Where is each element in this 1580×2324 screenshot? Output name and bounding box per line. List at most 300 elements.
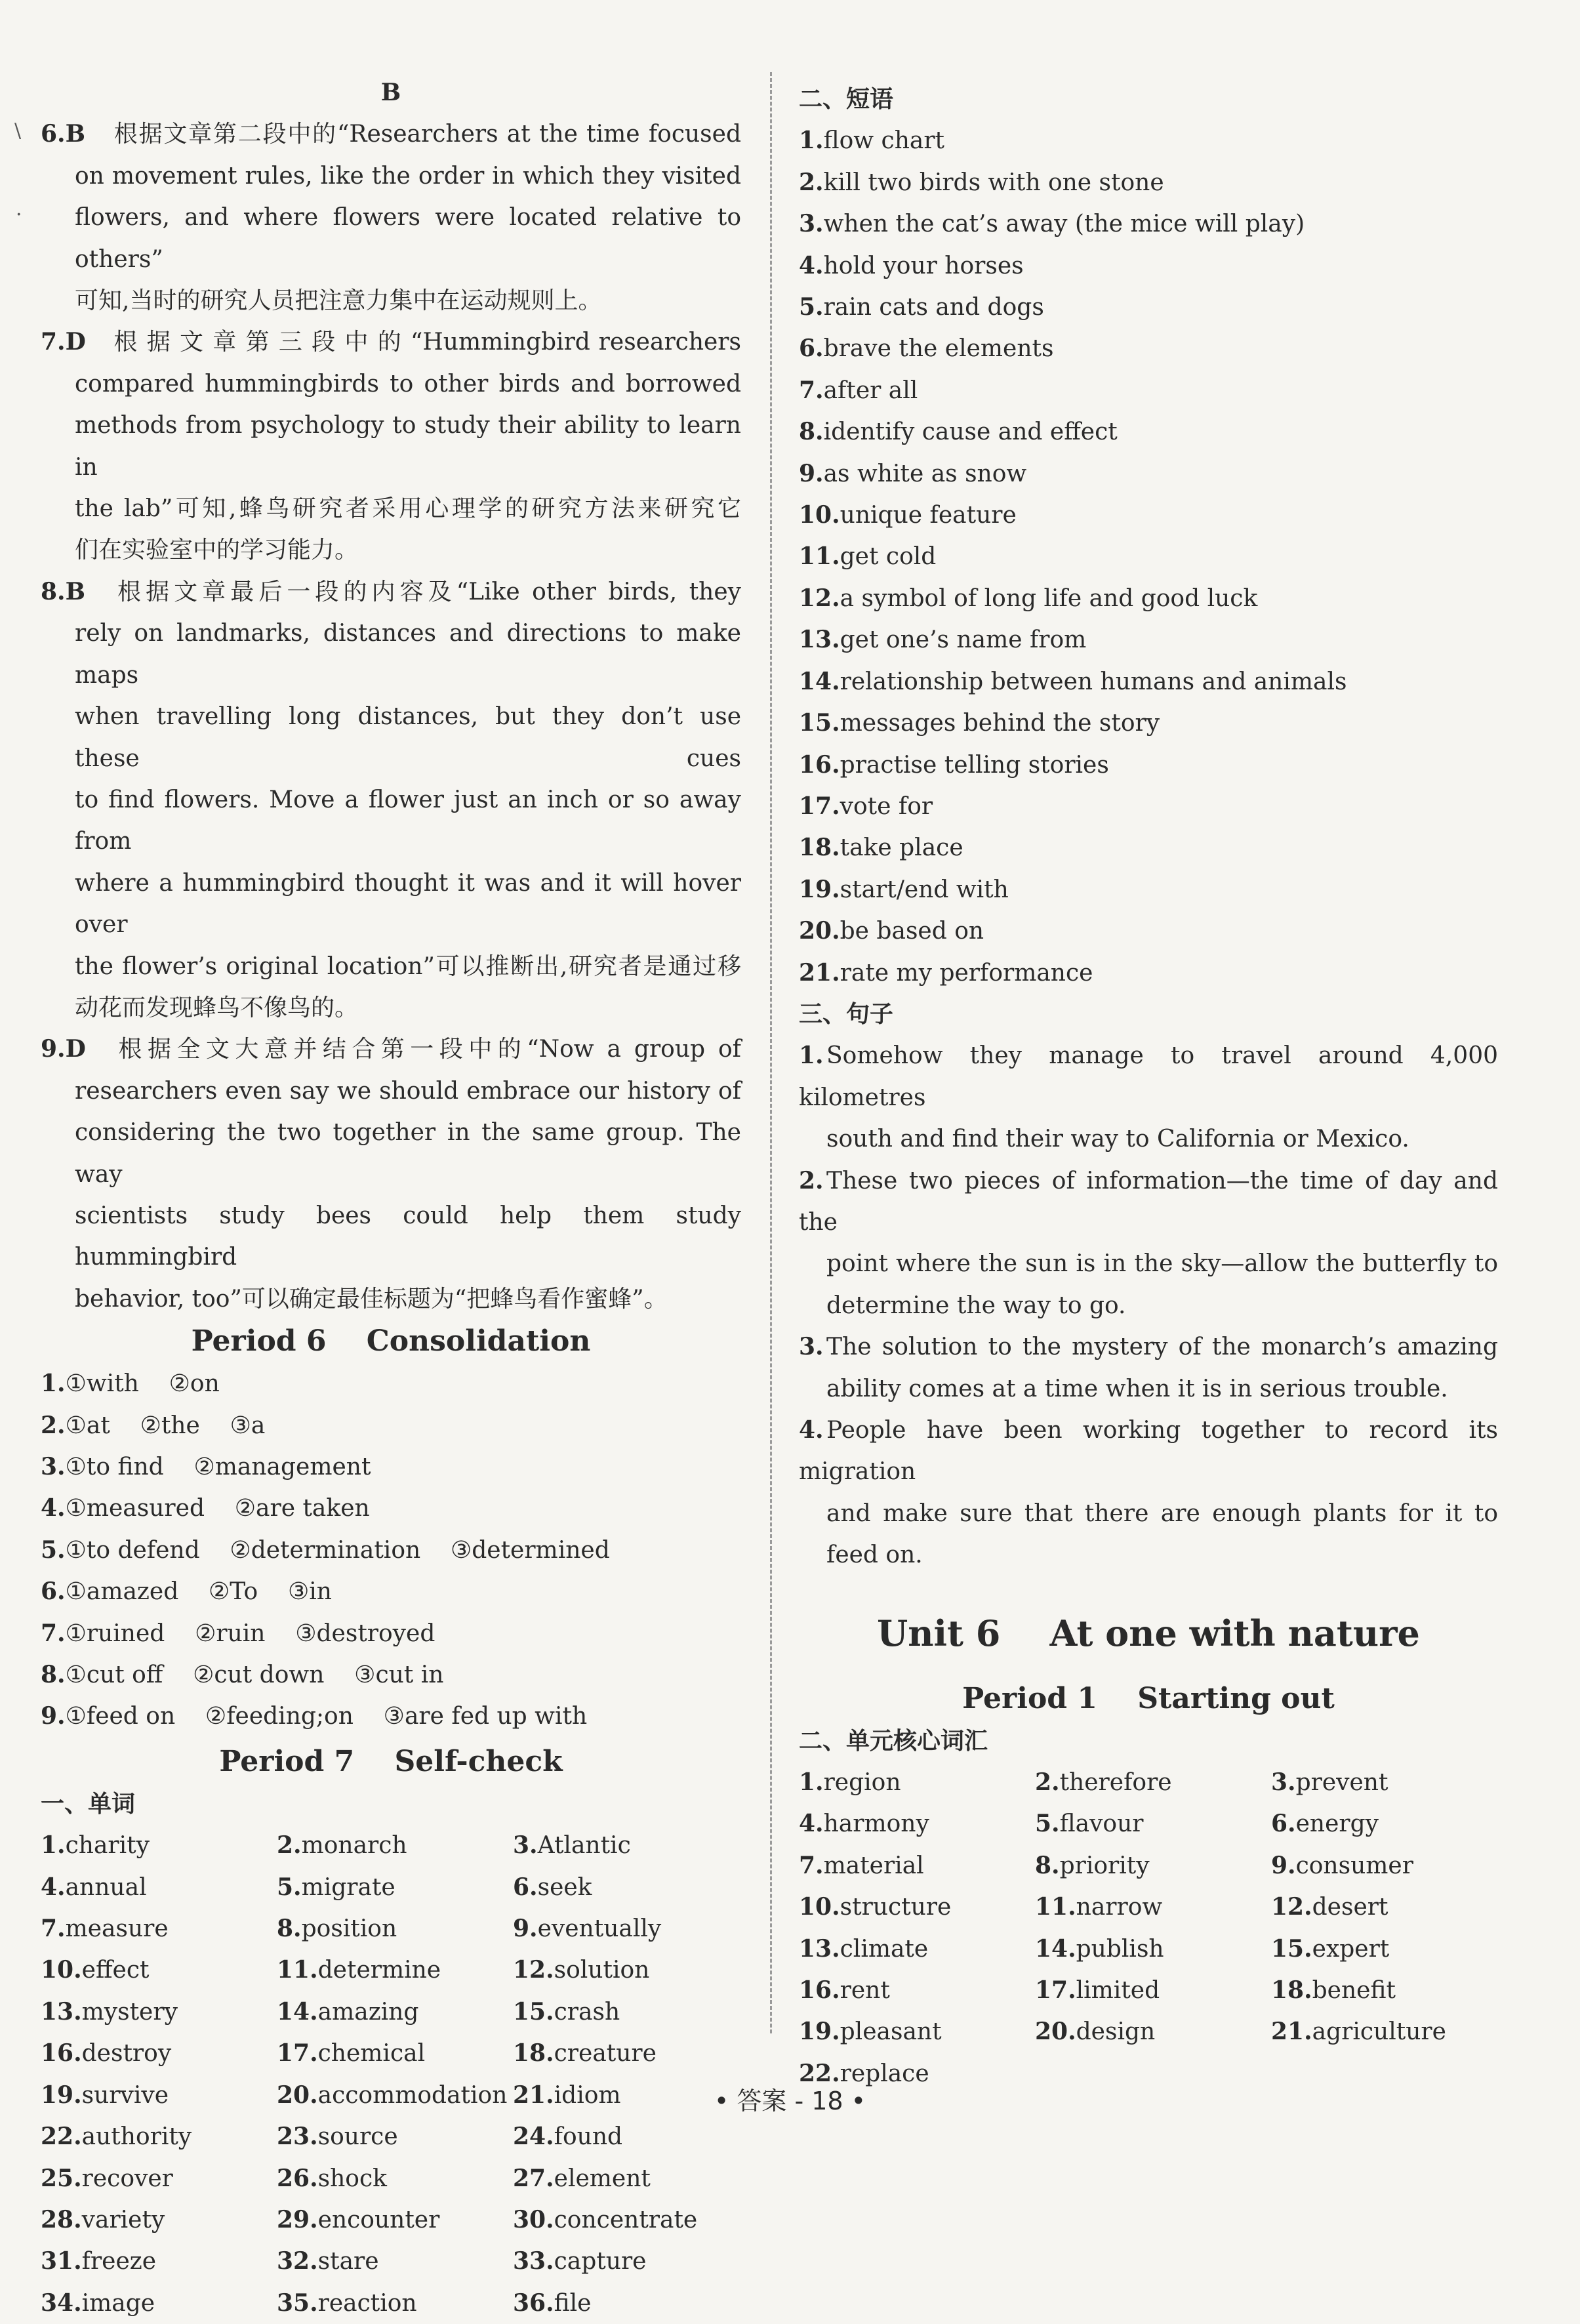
period6-title: Period 6 Consolidation xyxy=(191,1324,591,1358)
vocab-word: harmony xyxy=(823,1810,929,1838)
vocab-number: 35. xyxy=(277,2289,318,2317)
phrase-item xyxy=(799,370,1498,411)
item-text: ①feed on ②feeding;on ③are fed up with xyxy=(65,1703,588,1730)
vocab-word: agriculture xyxy=(1312,2018,1446,2046)
phrase-text: hold your horses xyxy=(823,252,1024,279)
vocab-number: 32. xyxy=(277,2247,318,2275)
vocab-number: 12. xyxy=(1271,1893,1312,1921)
left-column xyxy=(41,72,741,2324)
phrase-text: get one’s name from xyxy=(840,626,1087,654)
vocab-word: replace xyxy=(840,2060,929,2087)
sentence-line xyxy=(799,1410,1498,1493)
vocab-item xyxy=(1035,1803,1271,1845)
sentence-text: These two pieces of information—the time of day and the xyxy=(799,1167,1498,1236)
item-number: 3. xyxy=(41,1453,66,1480)
sentence-line xyxy=(799,1243,1498,1284)
vocab-number: 19. xyxy=(799,2018,840,2046)
vocab-item xyxy=(277,2241,513,2282)
vocab-number: 18. xyxy=(513,2039,554,2068)
vocab-word: design xyxy=(1076,2018,1156,2046)
answer-9 xyxy=(41,1029,741,1320)
item-text: ①to find ②management xyxy=(65,1454,371,1480)
item-number: 5. xyxy=(41,1536,66,1564)
phrase-item xyxy=(799,952,1498,994)
vocab-item xyxy=(1271,1886,1468,1928)
phrase-number: 16. xyxy=(799,750,840,779)
item-number: 1. xyxy=(41,1370,66,1398)
sentence-text: ability comes at a time when it is in serious trouble. xyxy=(826,1375,1448,1402)
answer-line xyxy=(41,1029,741,1070)
vocab-word: charity xyxy=(65,1832,150,1860)
consolidation-item xyxy=(41,1446,741,1488)
vocab-number: 21. xyxy=(513,2081,554,2109)
vocab-item xyxy=(277,1908,513,1949)
sentence-text: The solution to the mystery of the monarch’s amazing xyxy=(826,1334,1498,1361)
phrase-text: vote for xyxy=(840,792,933,820)
item-number: 2. xyxy=(41,1411,66,1439)
sentence-number: 4. xyxy=(799,1416,824,1444)
item-number: 4. xyxy=(41,1494,66,1522)
vocab-number: 5. xyxy=(1035,1810,1060,1838)
vocab-number: 16. xyxy=(799,1976,840,2005)
margin-mark: \ xyxy=(14,119,22,142)
vocab-word: element xyxy=(554,2165,651,2192)
phrase-item xyxy=(799,744,1498,786)
vocab-item xyxy=(41,2241,277,2282)
vocab-number: 3. xyxy=(1271,1768,1296,1797)
sentences-list xyxy=(799,1035,1498,1576)
vocab-item xyxy=(799,1803,1035,1845)
answer-text: 根据文章最后一段的内容及“Like other birds, they xyxy=(113,578,741,605)
sentence-number: 3. xyxy=(799,1333,824,1361)
phrase-item xyxy=(799,287,1498,328)
consolidation-item xyxy=(41,1654,741,1696)
vocab-number: 4. xyxy=(799,1810,824,1838)
answer-line xyxy=(41,321,741,363)
item-number: 6. xyxy=(41,1578,66,1606)
vocab-word: chemical xyxy=(317,2040,426,2068)
answer-line xyxy=(41,779,741,863)
vocab-word: amazing xyxy=(317,1998,419,2026)
vocab-word: priority xyxy=(1059,1852,1150,1879)
answer-6 xyxy=(41,113,741,321)
phrase-text: rate my performance xyxy=(840,959,1093,987)
vocab-item xyxy=(277,2116,513,2157)
phrase-item xyxy=(799,536,1498,577)
phrase-item xyxy=(799,453,1498,495)
phrase-text: a symbol of long life and good luck xyxy=(840,584,1258,612)
vocab-item xyxy=(513,1991,710,2033)
vocab-number: 24. xyxy=(513,2123,554,2151)
item-text: ①amazed ②To ③in xyxy=(65,1578,332,1606)
vocab-item xyxy=(799,2011,1035,2052)
sentence-line xyxy=(799,1326,1498,1368)
phrase-text: get cold xyxy=(840,543,937,571)
phrase-text: when the cat’s away (the mice will play) xyxy=(823,211,1305,238)
page-footer: • 答案 - 18 • xyxy=(714,2087,866,2115)
answer-text: 根据文章第二段中的“Researchers at the time focused xyxy=(113,121,741,148)
answer-line xyxy=(41,1112,741,1195)
phrase-number: 9. xyxy=(799,459,824,487)
answer-line xyxy=(41,696,741,779)
answer-text: flowers, and where flowers were located relative to others” xyxy=(75,204,741,273)
sentence-number: 2. xyxy=(799,1166,824,1194)
vocab-item xyxy=(513,2241,710,2282)
vocab-number: 6. xyxy=(1271,1810,1296,1838)
vocab-item xyxy=(1271,1803,1468,1845)
core-vocab-heading: 二、单元核心词汇 xyxy=(799,1727,988,1755)
vocab-word: destroy xyxy=(81,2040,172,2068)
vocab-number: 33. xyxy=(513,2247,554,2275)
answer-text: considering the two together in the same group. The way xyxy=(75,1119,741,1188)
phrase-number: 5. xyxy=(799,293,824,321)
answer-line xyxy=(41,113,741,155)
vocab-number: 8. xyxy=(277,1915,302,1943)
phrase-item xyxy=(799,203,1498,245)
phrase-text: unique feature xyxy=(840,502,1017,529)
vocab-number: 29. xyxy=(277,2205,318,2233)
vocab-item xyxy=(41,2283,277,2324)
vocab-word: shock xyxy=(317,2165,387,2192)
phrase-number: 15. xyxy=(799,709,840,737)
sentence-line xyxy=(799,1285,1498,1326)
phrase-number: 11. xyxy=(799,542,840,571)
vocab-item xyxy=(277,2283,513,2324)
phrase-item xyxy=(799,619,1498,661)
margin-dot: · xyxy=(16,203,22,226)
answer-line xyxy=(41,613,741,696)
answer-line xyxy=(41,1070,741,1112)
phrase-item xyxy=(799,578,1498,619)
item-number: 9. xyxy=(41,1702,66,1730)
sentence-line xyxy=(799,1035,1498,1118)
vocab-number: 3. xyxy=(513,1831,538,1860)
period1-title: Period 1 Starting out xyxy=(962,1681,1335,1715)
answer-text: 根 据 文 章 第 三 段 中 的 “Hummingbird researchers xyxy=(113,329,741,356)
phrase-number: 6. xyxy=(799,335,824,363)
vocab-item xyxy=(513,2158,710,2199)
phrase-number: 13. xyxy=(799,626,840,654)
vocab-number: 26. xyxy=(277,2164,318,2192)
phrase-number: 21. xyxy=(799,958,840,987)
answer-text: compared hummingbirds to other birds and borrowed xyxy=(75,370,741,398)
vocab-number: 10. xyxy=(799,1893,840,1921)
vocab-word: consumer xyxy=(1295,1852,1413,1879)
answer-text: rely on landmarks, distances and directions to make maps xyxy=(75,620,741,689)
right-column xyxy=(799,79,1498,2094)
vocab-item xyxy=(277,2033,513,2074)
vocab-word: recover xyxy=(81,2165,173,2192)
phrase-text: messages behind the story xyxy=(840,710,1160,737)
vocab-number: 11. xyxy=(1035,1893,1076,1921)
vocab-word: capture xyxy=(554,2248,647,2275)
sentence-line xyxy=(799,1368,1498,1410)
vocab-number: 18. xyxy=(1271,1976,1312,2005)
vocab-item xyxy=(1035,2011,1271,2052)
item-text: ①measured ②are taken xyxy=(65,1495,370,1522)
vocab-item xyxy=(41,1908,277,1949)
phrase-number: 10. xyxy=(799,501,840,529)
vocab-item xyxy=(41,1825,277,1866)
answer-text: scientists study bees could help them study hummingbird xyxy=(75,1202,741,1271)
answer-text: the flower’s original location”可以推断出,研究者是通过移 xyxy=(75,952,741,980)
vocab-word: structure xyxy=(840,1894,952,1921)
answer-line xyxy=(41,863,741,946)
answer-line xyxy=(41,363,741,405)
words-grid xyxy=(41,1825,741,2324)
vocab-word: benefit xyxy=(1312,1977,1396,2005)
consolidation-item xyxy=(41,1613,741,1654)
phrase-text: after all xyxy=(823,377,918,404)
vocab-number: 28. xyxy=(41,2205,82,2233)
answer-text: where a hummingbird thought it was and it will hover over xyxy=(75,869,741,939)
vocab-number: 15. xyxy=(513,1997,554,2026)
consolidation-item xyxy=(41,1571,741,1612)
vocab-item xyxy=(41,2158,277,2199)
vocab-word: reaction xyxy=(317,2289,417,2317)
vocab-item xyxy=(1035,1928,1271,1970)
phrase-number: 1. xyxy=(799,127,824,155)
vocab-word: position xyxy=(301,1915,397,1943)
consolidation-item xyxy=(41,1696,741,1737)
vocab-item xyxy=(799,1762,1035,1803)
sentence-number: 1. xyxy=(799,1042,824,1070)
sentence-text: Somehow they manage to travel around 4,000 kilometres xyxy=(799,1042,1498,1111)
answer-text: 们在实验室中的学习能力。 xyxy=(75,537,359,564)
vocab-item xyxy=(513,1949,710,1991)
answer-number: 6.B xyxy=(41,120,86,148)
answer-line xyxy=(41,197,741,280)
core-vocab-grid xyxy=(799,1762,1498,2094)
vocab-word: prevent xyxy=(1295,1769,1388,1797)
phrase-item xyxy=(799,786,1498,827)
answer-text: to find flowers. Move a flower just an inch or so away from xyxy=(75,786,741,855)
phrase-number: 14. xyxy=(799,667,840,695)
vocab-number: 9. xyxy=(1271,1851,1296,1879)
phrases-heading: 二、短语 xyxy=(799,86,894,113)
vocab-number: 36. xyxy=(513,2289,554,2317)
consolidation-item xyxy=(41,1363,741,1404)
consolidation-item xyxy=(41,1488,741,1529)
answer-line xyxy=(41,987,741,1029)
vocab-item xyxy=(799,1845,1035,1886)
vocab-number: 22. xyxy=(41,2123,82,2151)
answer-line xyxy=(41,1278,741,1320)
vocab-item xyxy=(513,2116,710,2157)
vocab-item xyxy=(277,1825,513,1866)
vocab-item xyxy=(513,2033,710,2074)
vocab-item xyxy=(1271,1762,1468,1803)
phrase-text: identify cause and effect xyxy=(823,418,1118,446)
phrase-text: kill two birds with one stone xyxy=(823,169,1164,196)
vocab-word: source xyxy=(317,2123,398,2151)
vocab-word: freeze xyxy=(81,2248,157,2275)
vocab-number: 7. xyxy=(799,1851,824,1879)
vocab-word: expert xyxy=(1312,1935,1390,1963)
phrase-item xyxy=(799,120,1498,161)
vocab-number: 22. xyxy=(799,2059,840,2087)
sentence-line xyxy=(799,1160,1498,1244)
answer-text: behavior, too”可以确定最佳标题为“把蜂鸟看作蜜蜂”。 xyxy=(75,1285,668,1313)
phrases-list xyxy=(799,120,1498,994)
vocab-item xyxy=(513,2199,710,2241)
consolidation-item xyxy=(41,1405,741,1446)
vocab-word: therefore xyxy=(1059,1769,1172,1797)
answer-line xyxy=(41,405,741,488)
vocab-word: climate xyxy=(840,1935,929,1963)
item-text: ①at ②the ③a xyxy=(65,1412,266,1439)
vocab-word: desert xyxy=(1312,1894,1388,1921)
vocab-item xyxy=(799,1928,1035,1970)
answer-8 xyxy=(41,571,741,1029)
phrase-text: as white as snow xyxy=(823,460,1027,487)
vocab-number: 6. xyxy=(513,1873,538,1901)
vocab-item xyxy=(41,2199,277,2241)
column-divider xyxy=(770,72,772,2033)
vocab-word: encounter xyxy=(317,2206,440,2233)
phrase-number: 19. xyxy=(799,875,840,903)
vocab-word: effect xyxy=(81,1957,150,1984)
phrase-number: 4. xyxy=(799,251,824,279)
vocab-word: idiom xyxy=(554,2081,621,2109)
vocab-word: found xyxy=(554,2123,623,2151)
phrase-number: 7. xyxy=(799,376,824,404)
vocab-word: creature xyxy=(554,2040,657,2068)
vocab-word: authority xyxy=(81,2123,192,2151)
answer-text: methods from psychology to study their ability to learn in xyxy=(75,412,741,481)
answer-text: when travelling long distances, but they don’t use these cues xyxy=(75,703,741,772)
phrase-text: be based on xyxy=(840,918,984,945)
answer-line xyxy=(41,155,741,197)
vocab-number: 16. xyxy=(41,2039,82,2068)
vocab-word: mystery xyxy=(81,1998,178,2026)
phrase-item xyxy=(799,827,1498,868)
consolidation-item xyxy=(41,1530,741,1571)
vocab-number: 8. xyxy=(1035,1851,1060,1879)
vocab-word: file xyxy=(554,2289,592,2317)
answer-number: 9.D xyxy=(41,1035,86,1063)
sentence-text: People have been working together to record its migration xyxy=(799,1417,1498,1486)
vocab-number: 25. xyxy=(41,2164,82,2192)
sentence-text: point where the sun is in the sky—allow the butterfly to xyxy=(826,1250,1498,1278)
vocab-word: narrow xyxy=(1076,1894,1163,1921)
vocab-item xyxy=(277,1949,513,1991)
item-text: ①ruined ②ruin ③destroyed xyxy=(65,1620,436,1647)
phrase-item xyxy=(799,411,1498,453)
phrase-text: practise telling stories xyxy=(840,751,1109,779)
vocab-word: accommodation xyxy=(317,2081,508,2109)
phrase-item xyxy=(799,245,1498,287)
vocab-item xyxy=(1271,1845,1468,1886)
phrase-number: 17. xyxy=(799,792,840,820)
vocab-number: 12. xyxy=(513,1956,554,1984)
phrase-number: 18. xyxy=(799,834,840,862)
vocab-word: stare xyxy=(317,2248,379,2275)
vocab-word: Atlantic xyxy=(537,1832,631,1860)
vocab-number: 1. xyxy=(41,1831,66,1860)
sentence-text: and make sure that there are enough plants for it to xyxy=(826,1499,1498,1527)
vocab-item xyxy=(513,1867,710,1908)
phrase-item xyxy=(799,328,1498,369)
vocab-number: 11. xyxy=(277,1956,318,1984)
vocab-word: determine xyxy=(317,1957,441,1984)
phrase-item xyxy=(799,910,1498,952)
answer-text: on movement rules, like the order in which they visited xyxy=(75,162,741,190)
vocab-number: 7. xyxy=(41,1915,66,1943)
vocab-word: variety xyxy=(81,2206,165,2233)
vocab-item xyxy=(1035,1762,1271,1803)
vocab-item xyxy=(277,1991,513,2033)
vocab-item xyxy=(41,1867,277,1908)
answer-line xyxy=(41,1195,741,1278)
answer-line xyxy=(41,571,741,613)
period6-list xyxy=(41,1363,741,1738)
answer-text: 动花而发现蜂鸟不像鸟的。 xyxy=(75,994,359,1021)
answer-line xyxy=(41,529,741,571)
vocab-word: eventually xyxy=(537,1915,662,1943)
vocab-number: 21. xyxy=(1271,2018,1312,2046)
vocab-item xyxy=(41,2033,277,2074)
vocab-item xyxy=(799,1970,1035,2011)
vocab-number: 14. xyxy=(1035,1934,1076,1963)
phrase-text: brave the elements xyxy=(823,335,1054,363)
vocab-number: 17. xyxy=(1035,1976,1076,2005)
sentence-text: determine the way to go. xyxy=(826,1292,1126,1319)
vocab-number: 4. xyxy=(41,1873,66,1901)
answer-text: 可知,当时的研究人员把注意力集中在运动规则上。 xyxy=(75,287,602,315)
phrase-text: rain cats and dogs xyxy=(823,294,1044,321)
sentence-text: feed on. xyxy=(826,1541,923,1569)
vocab-item xyxy=(1035,1970,1271,2011)
item-number: 7. xyxy=(41,1619,66,1647)
sentence-text: south and find their way to California or Mexico. xyxy=(826,1126,1409,1153)
sentence-line xyxy=(799,1534,1498,1576)
vocab-word: crash xyxy=(554,1998,620,2026)
phrase-item xyxy=(799,661,1498,703)
answer-line xyxy=(41,488,741,529)
vocab-number: 31. xyxy=(41,2247,82,2275)
vocab-number: 14. xyxy=(277,1997,318,2026)
phrase-text: start/end with xyxy=(840,876,1009,903)
phrase-item xyxy=(799,495,1498,536)
section-b-heading: B xyxy=(380,79,401,106)
sentences-heading: 三、句子 xyxy=(799,1000,894,1028)
vocab-word: migrate xyxy=(301,1873,395,1901)
vocab-number: 30. xyxy=(513,2205,554,2233)
phrase-item xyxy=(799,162,1498,203)
vocab-item xyxy=(513,2283,710,2324)
vocab-word: publish xyxy=(1076,1935,1164,1963)
vocab-item xyxy=(513,1908,710,1949)
vocab-number: 10. xyxy=(41,1956,82,1984)
vocab-item xyxy=(277,2199,513,2241)
vocab-item xyxy=(41,1991,277,2033)
period7-title: Period 7 Self-check xyxy=(219,1744,563,1778)
phrase-item xyxy=(799,703,1498,744)
vocab-item xyxy=(1271,1928,1468,1970)
phrase-text: take place xyxy=(840,834,963,862)
vocab-word: monarch xyxy=(301,1832,407,1860)
vocab-number: 13. xyxy=(799,1934,840,1963)
vocab-number: 20. xyxy=(1035,2018,1076,2046)
sentence-line xyxy=(799,1493,1498,1534)
vocab-word: material xyxy=(823,1852,924,1879)
vocab-word: region xyxy=(823,1769,901,1797)
vocab-number: 20. xyxy=(277,2081,318,2109)
phrase-number: 20. xyxy=(799,917,840,945)
vocab-number: 9. xyxy=(513,1915,538,1943)
vocab-item xyxy=(41,2116,277,2157)
